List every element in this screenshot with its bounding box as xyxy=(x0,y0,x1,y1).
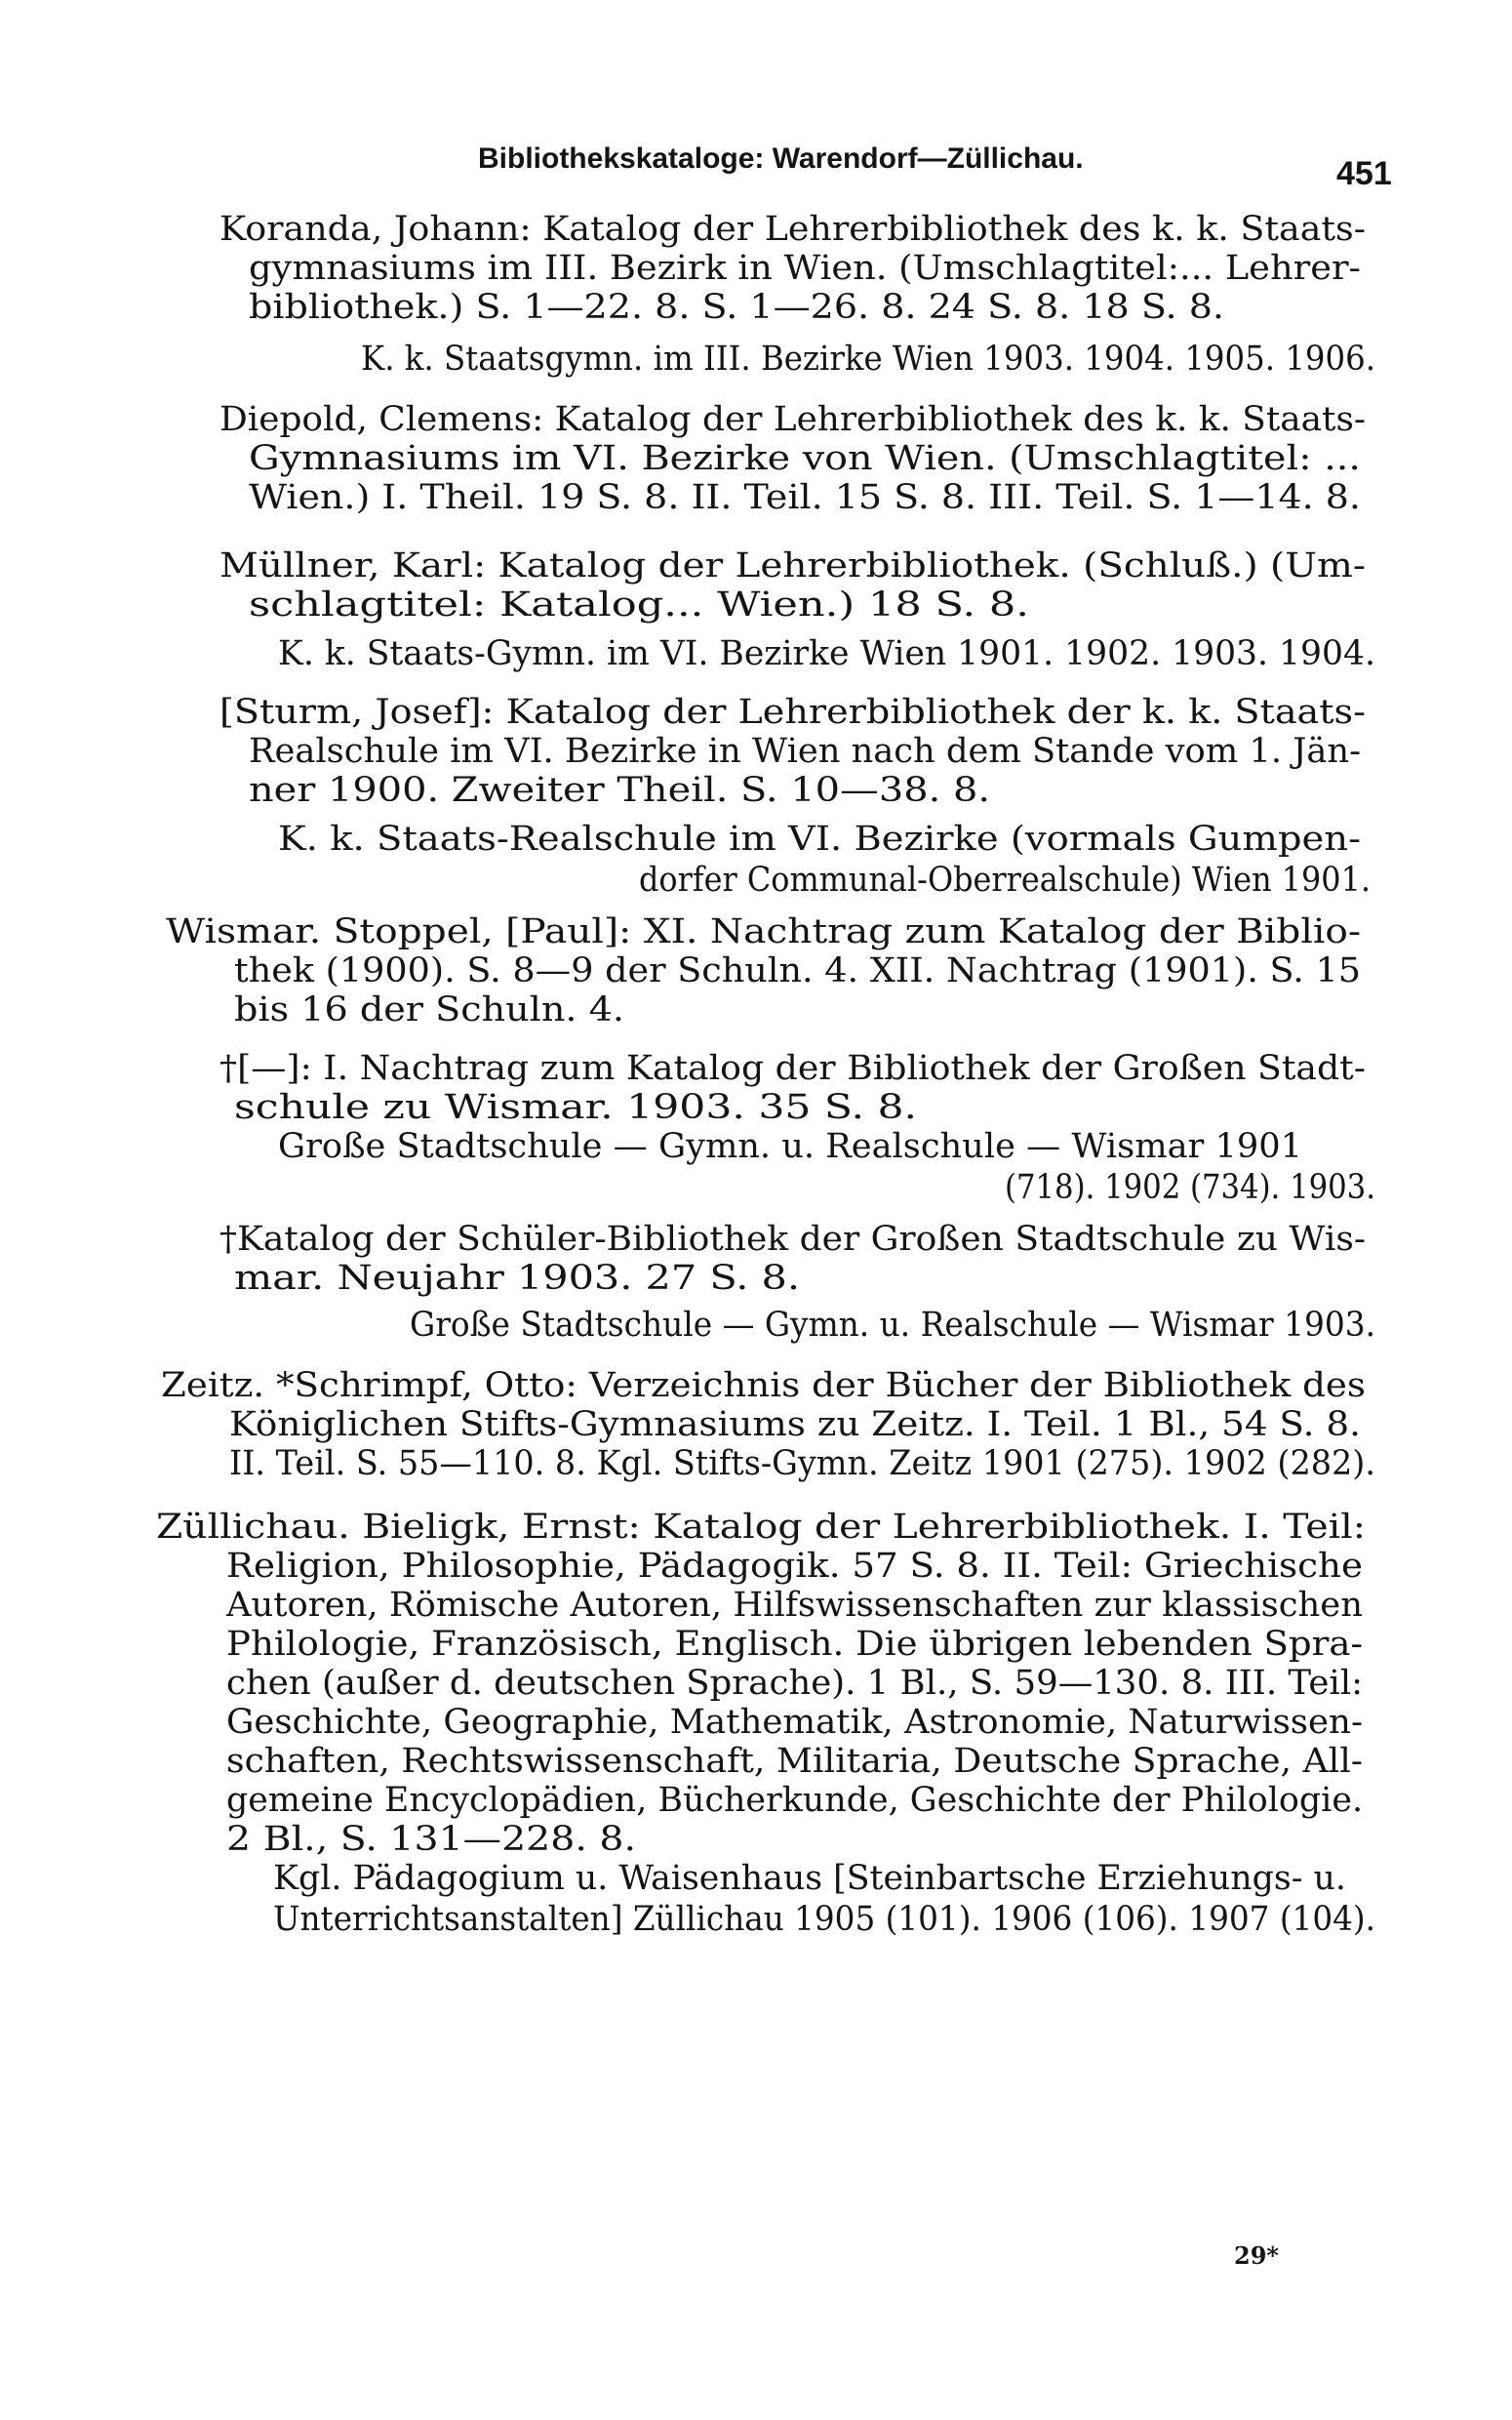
page-number: 451 xyxy=(1336,155,1392,192)
text-line: Philologie, Französisch, Englisch. Die übrigen lebenden Spra- xyxy=(226,1625,1363,1664)
signature-mark: 29* xyxy=(1234,2241,1279,2270)
text-line: Große Stadtschule — Gymn. u. Realschule — Wismar 1903. xyxy=(410,1306,1376,1345)
text-line: (718). 1902 (734). 1903. xyxy=(1005,1168,1375,1207)
text-line: dorfer Communal-Oberrealschule) Wien 1901. xyxy=(639,861,1372,900)
text-line: schlagtitel: Katalog... Wien.) 18 S. 8. xyxy=(249,585,1029,625)
text-line: †Katalog der Schüler-Bibliothek der Großen Stadtschule zu Wis- xyxy=(219,1220,1367,1259)
text-line: 2 Bl., S. 131—228. 8. xyxy=(226,1820,636,1859)
text-line: Wismar. Stoppel, [Paul]: XI. Nachtrag zum Katalog der Biblio- xyxy=(166,912,1362,951)
text-line: Autoren, Römische Autoren, Hilfswissenschaften zur klassischen xyxy=(226,1586,1364,1625)
text-line: Zeitz. *Schrimpf, Otto: Verzeichnis der Bücher der Bibliothek des xyxy=(161,1366,1367,1405)
text-line: Züllichau. Bieligk, Ernst: Katalog der Lehrerbibliothek. I. Teil: xyxy=(156,1508,1366,1547)
text-line: Große Stadtschule — Gymn. u. Realschule — Wismar 1901 xyxy=(278,1127,1303,1166)
text-line: schule zu Wismar. 1903. 35 S. 8. xyxy=(234,1088,918,1127)
text-line: Gymnasiums im VI. Bezirke von Wien. (Umschlagtitel: ... xyxy=(249,439,1362,478)
text-line: mar. Neujahr 1903. 27 S. 8. xyxy=(234,1259,801,1298)
text-line: gemeine Encyclopädien, Bücherkunde, Geschichte der Philologie. xyxy=(226,1781,1364,1820)
text-line: Wien.) I. Theil. 19 S. 8. II. Teil. 15 S. 8. III. Teil. S. 1—14. 8. xyxy=(249,478,1362,517)
text-line: Geschichte, Geographie, Mathematik, Astronomie, Naturwissen- xyxy=(226,1703,1363,1742)
text-line: K. k. Staatsgymn. im III. Bezirke Wien 1903. 1904. 1905. 1906. xyxy=(361,340,1376,379)
text-line: Koranda, Johann: Katalog der Lehrerbibliothek des k. k. Staats- xyxy=(219,210,1367,249)
text-line: bibliothek.) S. 1—22. 8. S. 1—26. 8. 24 S. 8. 18 S. 8. xyxy=(249,288,1224,327)
text-line: Diepold, Clemens: Katalog der Lehrerbibliothek des k. k. Staats- xyxy=(219,400,1366,439)
text-line: thek (1900). S. 8—9 der Schuln. 4. XII. Nachtrag (1901). S. 15 xyxy=(234,951,1361,990)
text-line: ner 1900. Zweiter Theil. S. 10—38. 8. xyxy=(249,771,990,810)
text-line: gymnasiums im III. Bezirk in Wien. (Umschlagtitel:... Lehrer- xyxy=(249,249,1361,288)
text-line: Unterrichtsanstalten] Züllichau 1905 (101). 1906 (106). 1907 (104). xyxy=(273,1900,1376,1939)
text-line: schaften, Rechtswissenschaft, Militaria, Deutsche Sprache, All- xyxy=(226,1742,1364,1781)
text-line: bis 16 der Schuln. 4. xyxy=(234,990,624,1029)
text-line: K. k. Staats-Realschule im VI. Bezirke (vormals Gumpen- xyxy=(278,820,1362,859)
running-title: Bibliothekskataloge: Warendorf—Züllichau. xyxy=(478,142,1084,175)
text-line: [Sturm, Josef]: Katalog der Lehrerbibliothek der k. k. Staats- xyxy=(219,693,1366,732)
text-line: Müllner, Karl: Katalog der Lehrerbibliothek. (Schluß.) (Um- xyxy=(219,546,1367,585)
text-line: Königlichen Stifts-Gymnasiums zu Zeitz. I. Teil. 1 Bl., 54 S. 8. xyxy=(229,1405,1361,1444)
text-line: chen (außer d. deutschen Sprache). 1 Bl., S. 59—130. 8. III. Teil: xyxy=(226,1664,1364,1703)
text-line: II. Teil. S. 55—110. 8. Kgl. Stifts-Gymn. Zeitz 1901 (275). 1902 (282). xyxy=(229,1444,1375,1483)
text-line: Kgl. Pädagogium u. Waisenhaus [Steinbartsche Erziehungs- u. xyxy=(273,1859,1346,1898)
text-line: Realschule im VI. Bezirke in Wien nach dem Stande vom 1. Jän- xyxy=(249,732,1361,771)
text-line: †[—]: I. Nachtrag zum Katalog der Bibliothek der Großen Stadt- xyxy=(219,1049,1366,1088)
text-line: Religion, Philosophie, Pädagogik. 57 S. 8. II. Teil: Griechische xyxy=(226,1547,1363,1586)
text-line: K. k. Staats-Gymn. im VI. Bezirke Wien 1901. 1902. 1903. 1904. xyxy=(278,634,1376,673)
